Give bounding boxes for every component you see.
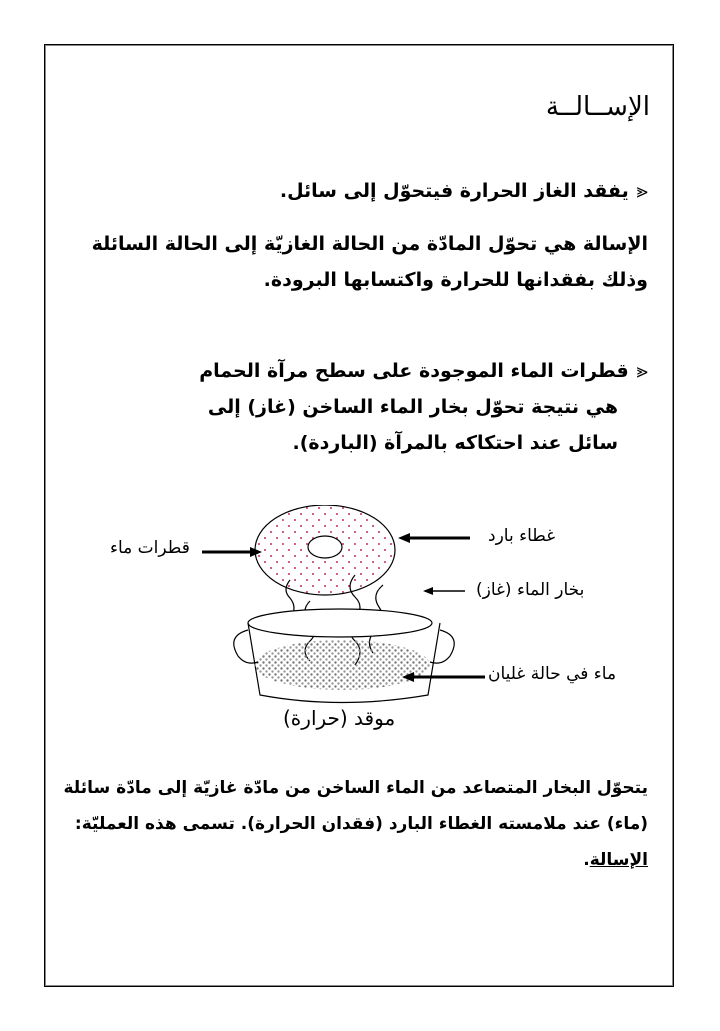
definition-part2: إلى الحالة: [158, 233, 264, 255]
summary-end: .: [583, 850, 590, 870]
definition-paragraph: [58, 226, 648, 298]
arrow-bullet-icon: ⪡: [636, 178, 648, 202]
definition-term: الإسالة: [582, 233, 648, 255]
lid-handle: [308, 536, 342, 558]
label-stove: موقد (حرارة): [283, 706, 396, 730]
page-title: الإســالــة: [545, 92, 650, 122]
label-vapor: بخار الماء (غاز): [476, 580, 585, 600]
arrow-bullet-icon: ⪡: [636, 358, 648, 382]
bullet-2-line3: سائل عند احتكاكه بالمرآة (الباردة).: [292, 432, 618, 454]
definition-part3: وذلك بفقدانها للحرارة واكتسابها البرودة.: [263, 269, 648, 291]
bullet-1-text: يفقد الغاز الحرارة فيتحوّل إلى سائل.: [279, 180, 629, 202]
definition-term2: الغازيّة: [263, 233, 326, 255]
label-cold-lid: غطاء بارد: [488, 526, 556, 546]
boiling-water: [254, 640, 430, 690]
bullet-2-line2: هي نتيجة تحوّل بخار الماء الساخن (غاز) إلى: [207, 396, 618, 418]
bullet-1: [58, 172, 648, 209]
label-droplets: قطرات ماء: [110, 538, 190, 558]
pot-rim: [248, 609, 432, 637]
summary-term: الإسالة: [589, 850, 648, 870]
definition-term3: السائلة: [91, 233, 159, 255]
summary-paragraph: [58, 770, 648, 878]
label-boiling: ماء في حالة غليان: [488, 664, 617, 684]
condensation-diagram: [100, 505, 500, 715]
summary-text: يتحوّل البخار المتصاعد من الماء الساخن من مادّة غازيّة إلى مادّة سائلة (ماء) عند ملامسته الغطاء البارد (فقدان الحرارة). تسمى هذه العمليّة:: [63, 778, 648, 834]
definition-part1: هي تحوّل المادّة من الحالة: [325, 233, 583, 255]
bullet-2-line1: قطرات الماء الموجودة على سطح مرآة الحمام: [199, 360, 629, 382]
bullet-2: [58, 352, 648, 461]
